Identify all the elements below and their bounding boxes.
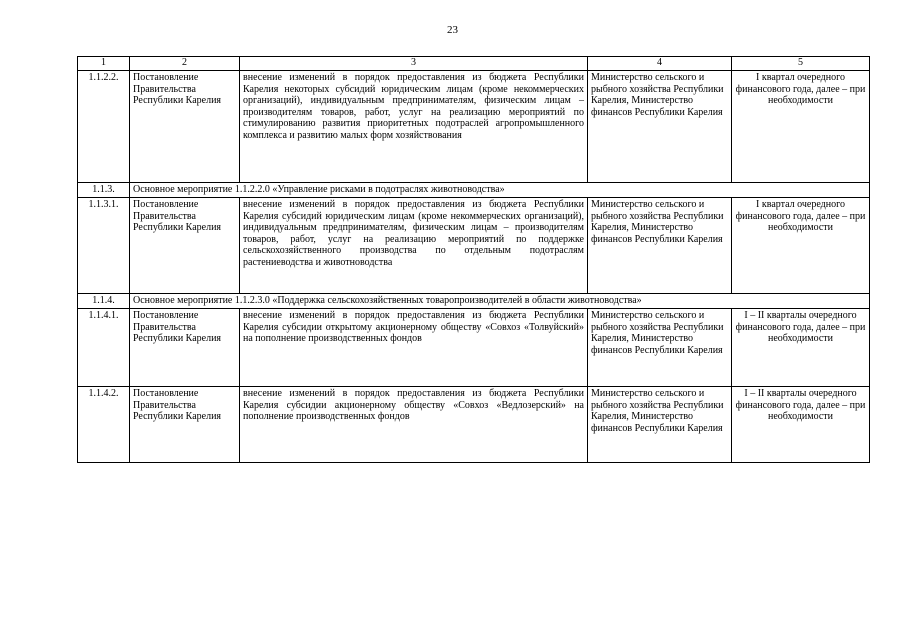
section-title: Основное мероприятие 1.1.2.2.0 «Управление рисками в подотраслях животноводства»: [130, 183, 870, 198]
table-row: [78, 387, 870, 463]
section-number: 1.1.3.: [78, 183, 130, 198]
table-row: [78, 309, 870, 387]
document-type: Постановление Правительства Республики Карелия: [130, 71, 240, 183]
table-row: [78, 71, 870, 183]
section-row: [78, 183, 870, 198]
responsible-bodies: Министерство сельского и рыбного хозяйства Республики Карелия, Министерство финансов Республики Карелия: [588, 71, 732, 183]
section-number: 1.1.4.: [78, 294, 130, 309]
measure-description: внесение изменений в порядок предоставления из бюджета Республики Карелия субсидии открытому акционерному обществу «Совхоз «Толвуйский» на пополнение производственных фондов: [240, 309, 588, 387]
responsible-bodies: Министерство сельского и рыбного хозяйства Республики Карелия, Министерство финансов Республики Карелия: [588, 198, 732, 294]
measure-description: внесение изменений в порядок предоставления из бюджета Республики Карелия субсидий юридическим лицам (кроме некоммерческих организаций), индивидуальным предпринимателям, физическим лицам – производителям товаров, работ, услуг на реализацию мероприятий по поддержке сельскохозяйственного производства по отдельным подотраслям растениеводства и животноводства: [240, 198, 588, 294]
document-type: Постановление Правительства Республики Карелия: [130, 309, 240, 387]
header-row: [78, 57, 870, 71]
header-cell-1: 1: [78, 57, 130, 71]
document-type: Постановление Правительства Республики Карелия: [130, 198, 240, 294]
row-number: 1.1.2.2.: [78, 71, 130, 183]
row-number: 1.1.3.1.: [78, 198, 130, 294]
row-number: 1.1.4.1.: [78, 309, 130, 387]
section-row: [78, 294, 870, 309]
table-row: [78, 198, 870, 294]
responsible-bodies: Министерство сельского и рыбного хозяйства Республики Карелия, Министерство финансов Республики Карелия: [588, 309, 732, 387]
deadline: I – II кварталы очередного финансового года, далее – при необходимости: [732, 387, 870, 463]
deadline: I квартал очередного финансового года, далее – при необходимости: [732, 71, 870, 183]
measures-table: [77, 56, 870, 463]
deadline: I квартал очередного финансового года, далее – при необходимости: [732, 198, 870, 294]
header-cell-4: 4: [588, 57, 732, 71]
deadline: I – II кварталы очередного финансового года, далее – при необходимости: [732, 309, 870, 387]
header-cell-5: 5: [732, 57, 870, 71]
measure-description: внесение изменений в порядок предоставления из бюджета Республики Карелия субсидии акционерному обществу «Совхоз «Ведлозерский» на пополнение производственных фондов: [240, 387, 588, 463]
document-type: Постановление Правительства Республики Карелия: [130, 387, 240, 463]
responsible-bodies: Министерство сельского и рыбного хозяйства Республики Карелия, Министерство финансов Республики Карелия: [588, 387, 732, 463]
row-number: 1.1.4.2.: [78, 387, 130, 463]
measure-description: внесение изменений в порядок предоставления из бюджета Республики Карелия некоторых субсидий юридическим лицам (кроме некоммерческих организаций), индивидуальным предпринимателям, физическим лицам – производителям товаров, работ, услуг на реализацию мероприятий по стимулированию развития приоритетных подотраслей агропромышленного комплекса и развитию малых форм хозяйствования: [240, 71, 588, 183]
section-title: Основное мероприятие 1.1.2.3.0 «Поддержка сельскохозяйственных товаропроизводителей в области животноводства»: [130, 294, 870, 309]
header-cell-3: 3: [240, 57, 588, 71]
header-cell-2: 2: [130, 57, 240, 71]
page-number: 23: [447, 24, 458, 36]
